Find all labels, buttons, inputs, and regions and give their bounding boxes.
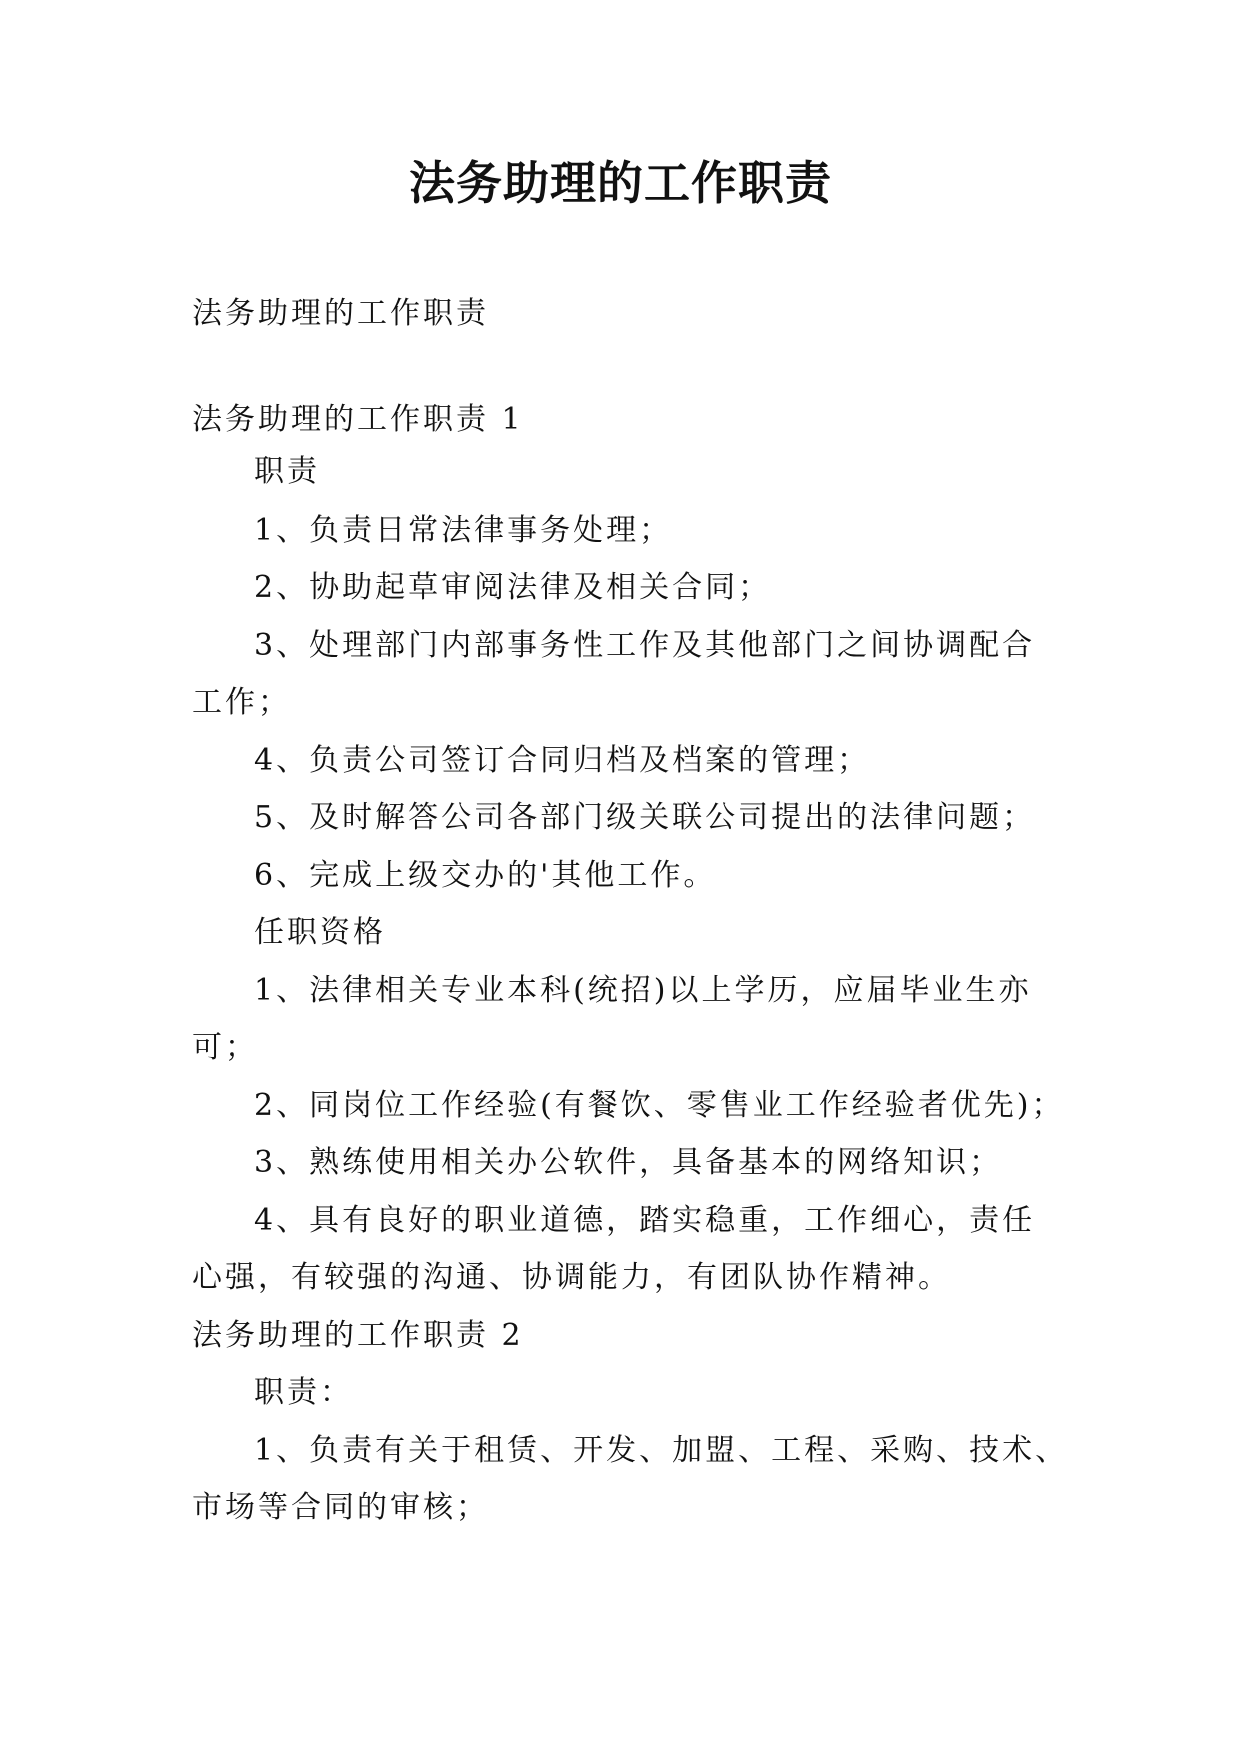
section1-duty-1: 1、负责日常法律事务处理；: [254, 513, 673, 548]
section2-duty-1: 1、负责有关于租赁、开发、加盟、工程、采购、技术、: [254, 1433, 1069, 1468]
section1-heading: 法务助理的工作职责 1: [192, 402, 524, 437]
section2-heading: 法务助理的工作职责 2: [192, 1318, 524, 1353]
section2-duty-1-continued: 市场等合同的审核；: [192, 1490, 489, 1525]
section1-duty-3-continued: 工作；: [192, 685, 291, 720]
section2-duties-label: 职责：: [254, 1375, 353, 1410]
section1-qualification-1: 1、法律相关专业本科(统招)以上学历，应届毕业生亦: [254, 973, 1032, 1008]
intro-paragraph: 法务助理的工作职责: [192, 296, 489, 331]
section1-duty-6: 6、完成上级交办的'其他工作。: [254, 858, 717, 893]
section1-duty-4: 4、负责公司签订合同归档及档案的管理；: [254, 743, 871, 778]
section1-qualification-2: 2、同岗位工作经验(有餐饮、零售业工作经验者优先)；: [254, 1088, 1065, 1123]
document-title: 法务助理的工作职责: [409, 156, 832, 210]
section1-duty-2: 2、协助起草审阅法律及相关合同；: [254, 570, 772, 605]
section1-qualifications-label: 任职资格: [254, 915, 386, 950]
section1-qualification-4: 4、具有良好的职业道德，踏实稳重，工作细心，责任: [254, 1203, 1036, 1238]
section1-duties-label: 职责: [254, 454, 320, 489]
section1-qualification-4-continued: 心强，有较强的沟通、协调能力，有团队协作精神。: [192, 1260, 951, 1295]
section1-duty-3: 3、处理部门内部事务性工作及其他部门之间协调配合: [254, 628, 1036, 663]
section1-qualification-1-continued: 可；: [192, 1030, 258, 1065]
section1-duty-5: 5、及时解答公司各部门级关联公司提出的法律问题；: [254, 800, 1036, 835]
section1-qualification-3: 3、熟练使用相关办公软件，具备基本的网络知识；: [254, 1145, 1003, 1180]
